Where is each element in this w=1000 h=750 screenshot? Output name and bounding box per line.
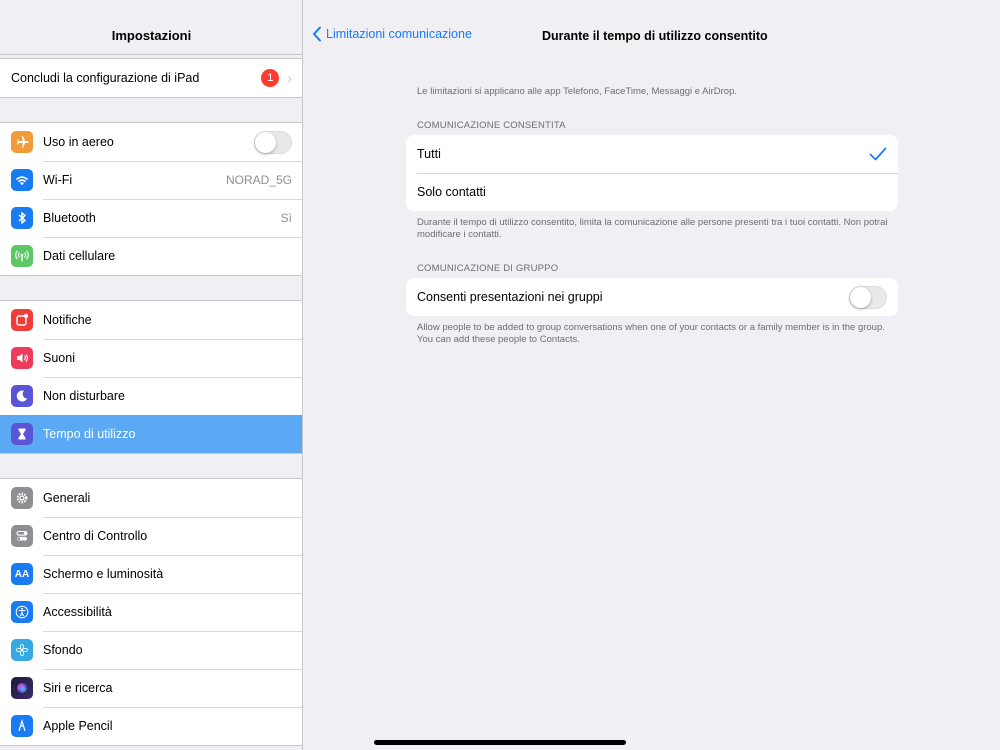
speaker-icon [11, 347, 33, 369]
airplane-icon [11, 131, 33, 153]
general-group [0, 478, 303, 746]
sidebar-item-label: Wi-Fi [43, 173, 73, 187]
notifications-group [0, 300, 303, 454]
settings-sidebar [0, 0, 303, 750]
option-label: Tutti [417, 147, 441, 161]
sidebar-item-label: Suoni [43, 351, 75, 365]
group-introductions-toggle[interactable] [849, 286, 887, 309]
bluetooth-value: Sì [280, 211, 292, 225]
sidebar-item-screen-time[interactable] [0, 415, 303, 453]
sidebar-item-accessibility[interactable] [0, 593, 303, 631]
sidebar-item-label: Generali [43, 491, 91, 505]
page-title: Durante il tempo di utilizzo consentito [542, 29, 768, 43]
setup-group [0, 58, 303, 98]
connectivity-group [0, 122, 303, 276]
switches-icon [11, 525, 33, 547]
sidebar-item-general[interactable] [0, 479, 303, 517]
sidebar-item-control-center[interactable] [0, 517, 303, 555]
option-contacts-only[interactable] [406, 173, 898, 211]
allowed-communication-footer: Durante il tempo di utilizzo consentito, limita la comunicazione alle persone presenti tra i tuoi contatti. Non potrai modificare i contatti. [417, 217, 888, 240]
toggle-knob [255, 132, 276, 153]
sidebar-item-wifi[interactable] [0, 161, 303, 199]
group-introductions-label: Consenti presentazioni nei gruppi [417, 290, 603, 304]
text-size-icon: AA [11, 563, 33, 585]
toggle-knob [850, 287, 871, 308]
chevron-left-icon [312, 26, 322, 42]
sidebar-item-label: Centro di Controllo [43, 529, 148, 543]
sidebar-item-label: Apple Pencil [43, 719, 113, 733]
section-header-allowed: COMUNICAZIONE CONSENTITA [417, 120, 566, 131]
sidebar-header-divider [0, 54, 303, 55]
sidebar-item-display[interactable] [0, 555, 303, 593]
sidebar-item-label: Dati cellulare [43, 249, 116, 263]
detail-pane [304, 0, 1000, 750]
option-everyone[interactable] [406, 135, 898, 173]
hourglass-icon [11, 423, 33, 445]
sidebar-title: Impostazioni [111, 28, 192, 43]
siri-icon [11, 677, 33, 699]
bluetooth-icon [11, 207, 33, 229]
sidebar-item-siri[interactable] [0, 669, 303, 707]
flower-icon [11, 639, 33, 661]
section-header-group: COMUNICAZIONE DI GRUPPO [417, 263, 559, 274]
sidebar-item-cellular[interactable] [0, 237, 303, 275]
sidebar-item-notifications[interactable] [0, 301, 303, 339]
notifications-icon [11, 309, 33, 331]
option-label: Solo contatti [417, 185, 486, 199]
sidebar-item-label: Sfondo [43, 643, 83, 657]
back-button-label: Limitazioni comunicazione [326, 27, 472, 41]
sidebar-item-label: Schermo e luminosità [43, 567, 164, 581]
allowed-communication-card [406, 135, 898, 211]
group-communication-footer: Allow people to be added to group conversations when one of your contacts or a family member is in the group. You can add these people to Contacts. [417, 322, 885, 345]
wifi-icon [11, 169, 33, 191]
pencil-icon [11, 715, 33, 737]
sidebar-item-sounds[interactable] [0, 339, 303, 377]
antenna-icon [11, 245, 33, 267]
sidebar-item-label: Uso in aereo [43, 135, 114, 149]
finish-setup-row[interactable] [0, 59, 303, 97]
airplane-toggle[interactable] [254, 131, 292, 154]
home-indicator [374, 740, 626, 745]
setup-badge: 1 [261, 69, 279, 87]
group-introductions-row [406, 278, 898, 316]
gear-icon [11, 487, 33, 509]
sidebar-item-label: Tempo di utilizzo [43, 427, 136, 441]
sidebar-item-label: Accessibilità [43, 605, 112, 619]
chevron-right-icon: › [287, 70, 292, 86]
sidebar-item-apple-pencil[interactable] [0, 707, 303, 745]
sidebar-item-label: Bluetooth [43, 211, 96, 225]
sidebar-item-label: Non disturbare [43, 389, 125, 403]
sidebar-item-label: Siri e ricerca [43, 681, 113, 695]
checkmark-icon [869, 147, 887, 161]
sidebar-item-do-not-disturb[interactable] [0, 377, 303, 415]
intro-note: Le limitazioni si applicano alle app Telefono, FaceTime, Messaggi e AirDrop. [417, 86, 737, 97]
finish-setup-label: Concludi la configurazione di iPad [11, 71, 200, 85]
back-button[interactable] [312, 26, 472, 42]
group-communication-card [406, 278, 898, 316]
sidebar-item-wallpaper[interactable] [0, 631, 303, 669]
accessibility-icon [11, 601, 33, 623]
sidebar-item-bluetooth[interactable] [0, 199, 303, 237]
wifi-network-value: NORAD_5G [225, 173, 292, 187]
moon-icon [11, 385, 33, 407]
sidebar-item-label: Notifiche [43, 313, 92, 327]
sidebar-item-airplane[interactable] [0, 123, 303, 161]
